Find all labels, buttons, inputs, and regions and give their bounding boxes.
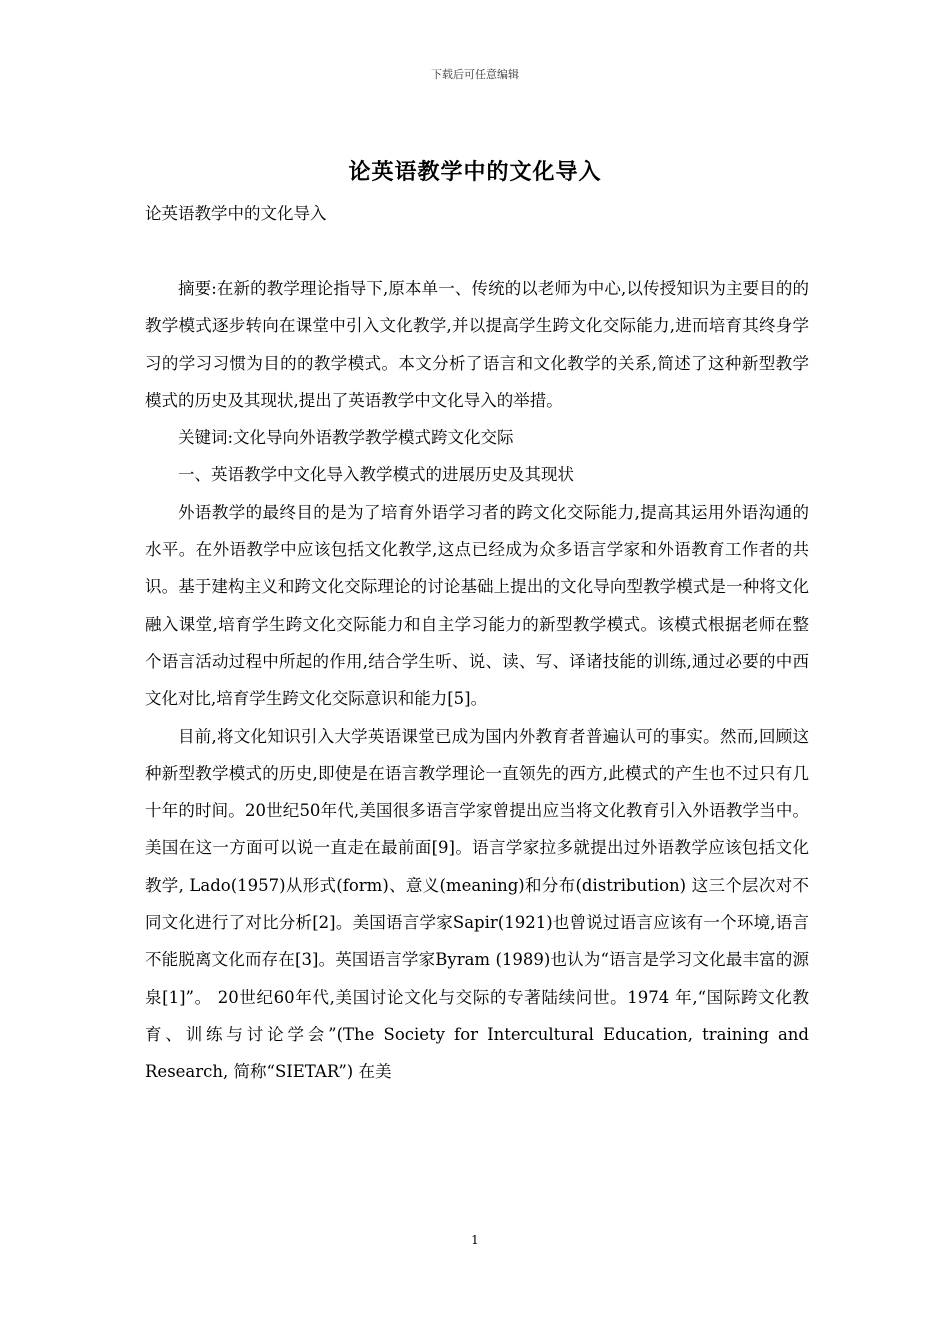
section-heading: 一、英语教学中文化导入教学模式的进展历史及其现状 — [178, 465, 574, 485]
page-number: 1 — [471, 1233, 479, 1247]
abstract-paragraph: 摘要:在新的教学理论指导下,原本单一、传统的以老师为中心,以传授知识为主要目的的教学模式逐步转向在课堂中引入文化教学,并以提高学生跨文化交际能力,进而培育其终身学习的学习习惯为目的的教学模式。本文分析了语言和文化教学的关系,简述了这种新型教学模式的历史及其现状,提出了英语教学中文化导入的举措。 — [145, 279, 809, 410]
page-header: 下载后可任意编辑 — [431, 68, 519, 81]
document-body — [145, 270, 809, 1091]
document-subtitle: 论英语教学中的文化导入 — [145, 204, 327, 223]
document-title: 论英语教学中的文化导入 — [348, 159, 602, 185]
body-paragraph: 目前,将文化知识引入大学英语课堂已成为国内外教育者普遍认可的事实。然而,回顾这种新型教学模式的历史,即使是在语言教学理论一直领先的西方,此模式的产生也不过只有几十年的时间。20世纪50年代,美国很多语言学家曾提出应当将文化教育引入外语教学当中。美国在这一方面可以说一直走在最前面[9]。语言学家拉多就提出过外语教学应该包括文化教学, Lado(1957)从形式(form)、意义(meaning)和分布(distribution) 这三个层次对不同文化进行了对比分析[2]。美国语言学家Sapir(1921)也曾说过语言应该有一个环境,语言不能脱离文化而存在[3]。英国语言学家Byram (1989)也认为“语言是学习文化最丰富的源泉[1]”。 20世纪60年代,美国讨论文化与交际的专著陆续问世。1974 年,“国际跨文化教育、训练与讨论学会”(The Society for Intercultural Education, training and Research, 简称“SIETAR”) 在美 — [145, 726, 809, 1082]
body-paragraph: 外语教学的最终目的是为了培育外语学习者的跨文化交际能力,提高其运用外语沟通的水平。在外语教学中应该包括文化教学,这点已经成为众多语言学家和外语教育工作者的共识。基于建构主义和跨文化交际理论的讨论基础上提出的文化导向型教学模式是一种将文化融入课堂,培育学生跨文化交际能力和自主学习能力的新型教学模式。该模式根据老师在整个语言活动过程中所起的作用,结合学生听、说、读、写、译诸技能的训练,通过必要的中西文化对比,培育学生跨文化交际意识和能力[5]。 — [145, 502, 809, 709]
keywords-paragraph: 关键词:文化导向外语教学教学模式跨文化交际 — [178, 428, 514, 448]
